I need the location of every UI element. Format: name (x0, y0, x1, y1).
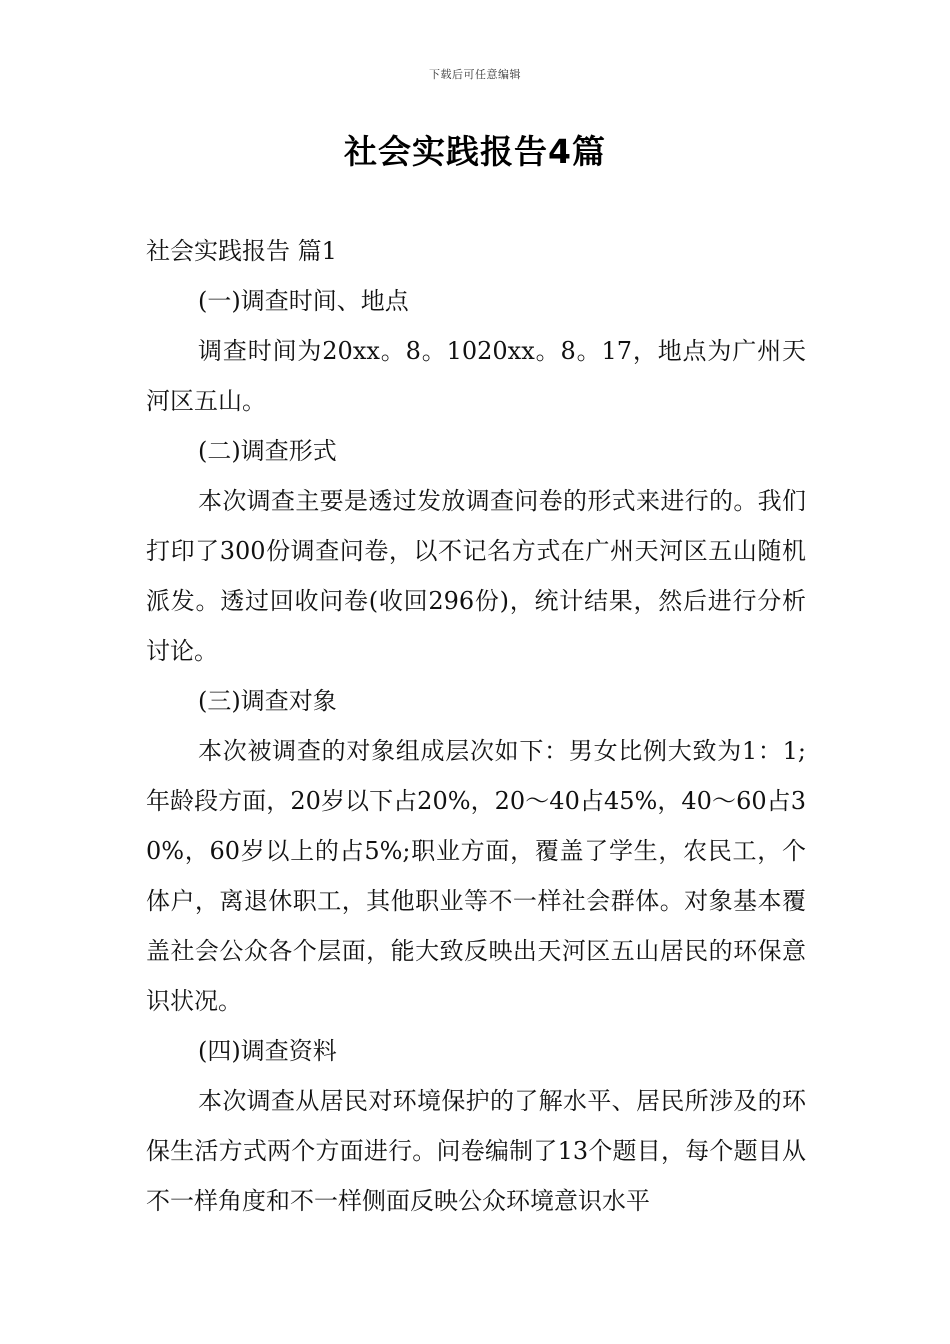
paragraph-subjects: 本次被调查的对象组成层次如下：男女比例大致为1：1;年龄段方面，20岁以下占20%，20～40占45%，40～60占30%，60岁以上的占5%;职业方面，覆盖了学生，农民工，个体户，离退休职工，其他职业等不一样社会群体。对象基本覆盖社会公众各个层面，能大致反映出天河区五山居民的环保意识状况。 (146, 737, 806, 1015)
section-heading-time-place: (一)调查时间、地点 (198, 287, 409, 315)
document-body (146, 226, 806, 1226)
paragraph-form: 本次调查主要是透过发放调查问卷的形式来进行的。我们打印了300份调查问卷，以不记名方式在广州天河区五山随机派发。透过回收问卷(收回296份)，统计结果，然后进行分析讨论。 (146, 487, 806, 665)
report-subtitle: 社会实践报告 篇1 (146, 237, 337, 265)
header-note: 下载后可任意编辑 (429, 68, 521, 81)
paragraph-materials: 本次调查从居民对环境保护的了解水平、居民所涉及的环保生活方式两个方面进行。问卷编制了13个题目，每个题目从不一样角度和不一样侧面反映公众环境意识水平 (146, 1087, 806, 1215)
paragraph-time-place: 调查时间为20xx。8。1020xx。8。17，地点为广州天河区五山。 (146, 337, 806, 415)
section-heading-materials: (四)调查资料 (198, 1037, 337, 1065)
section-heading-subjects: (三)调查对象 (198, 687, 337, 715)
section-heading-form: (二)调查形式 (198, 437, 337, 465)
document-title: 社会实践报告4篇 (344, 132, 606, 171)
